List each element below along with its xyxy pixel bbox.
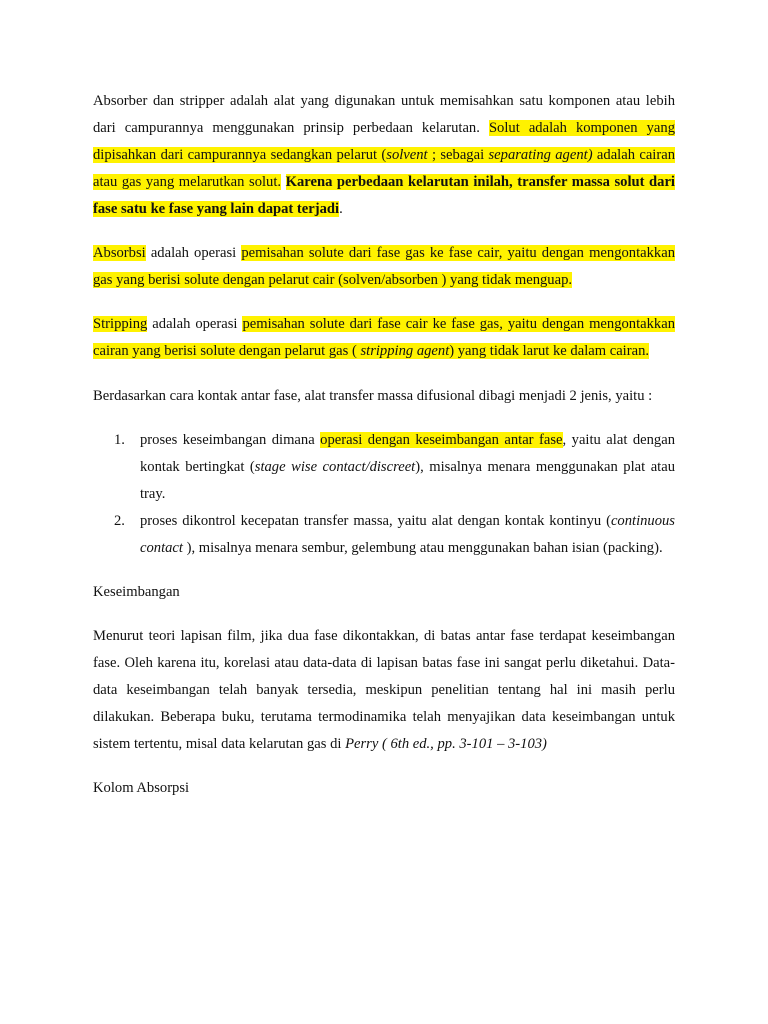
item1-text-3: ), misalnya menara menggunakan plat atau tray. xyxy=(140,459,675,502)
stripping-connector: adalah operasi xyxy=(147,316,243,332)
list-number: 2. xyxy=(114,513,125,529)
paragraph-classification: Berdasarkan cara kontak antar fase, alat transfer massa difusional dibagi menjadi 2 jenis, yaitu : xyxy=(93,388,653,404)
stripping-def-text-2: ) yang tidak larut ke dalam cairan. xyxy=(449,343,650,359)
absorbsi-definition: pemisahan solute dari fase gas ke fase cair, yaitu dengan mengontakkan gas yang berisi solute dengan pelarut cair (solven/absorben ) yang tidak menguap. xyxy=(93,245,675,288)
heading-kolom-absorpsi: Kolom Absorpsi xyxy=(93,780,190,796)
term-stripping: Stripping xyxy=(93,316,148,332)
item1-text-2: , yaitu alat dengan kontak bertingkat ( xyxy=(140,432,675,475)
item2-text-2: ), misalnya menara sembur, gelembung atau menggunakan bahan isian (packing). xyxy=(182,540,663,556)
solvent-term: solvent xyxy=(386,147,428,163)
item1-highlight: operasi dengan keseimbangan antar fase xyxy=(320,432,563,448)
solut-def-text-3: adalah cairan atau gas yang melarutkan solut. xyxy=(93,147,675,190)
stripping-agent-term: stripping agent xyxy=(360,343,450,359)
solut-def-text: Solut adalah komponen yang dipisahkan dari campurannya sedangkan pelarut ( xyxy=(93,120,675,163)
item2-text: proses dikontrol kecepatan transfer massa, yaitu alat dengan kontak kontinyu ( xyxy=(140,513,611,529)
paragraph-keseimbangan xyxy=(93,623,675,758)
item1-text: proses keseimbangan dimana xyxy=(140,432,321,448)
paragraph-absorbsi xyxy=(93,240,675,294)
stage-wise-term: stage wise contact/discreet xyxy=(254,459,416,475)
perry-reference: Perry ( 6th ed., pp. 3-101 – 3-103) xyxy=(345,736,547,752)
stripping-def-text: pemisahan solute dari fase cair ke fase gas, yaitu dengan mengontakkan cairan yang berisi solute dengan pelarut gas ( xyxy=(93,316,675,359)
term-absorbsi: Absorbsi xyxy=(93,245,146,261)
document-page xyxy=(93,88,675,802)
keseimbangan-text: Menurut teori lapisan film, jika dua fase dikontakkan, di batas antar fase terdapat keseimbangan fase. Oleh karena itu, korelasi atau data-data di lapisan batas fase ini sangat perlu diketahui. Data-data keseimbangan telah banyak tersedia, meskipun penelitian tentang hal ini masih perlu dilakukan. Beberapa buku, terutama termodinamika telah menyajikan data keseimbangan untuk sistem tertentu, misal data kelarutan gas di xyxy=(93,628,675,752)
list-item xyxy=(93,508,675,562)
continuous-contact-term: continuous contact xyxy=(140,513,675,556)
absorbsi-connector: adalah operasi xyxy=(145,245,242,261)
paragraph-stripping xyxy=(93,311,675,365)
list-item xyxy=(93,427,675,508)
paragraph-intro xyxy=(93,88,675,223)
heading-keseimbangan: Keseimbangan xyxy=(93,584,180,600)
solut-def-text-2: ; sebagai xyxy=(427,147,489,163)
intro-sentence-1: Absorber dan stripper adalah alat yang digunakan untuk memisahkan satu komponen atau lebih dari campurannya menggunakan prinsip perbedaan kelarutan. xyxy=(93,93,675,136)
list-number: 1. xyxy=(114,432,125,448)
highlight-bold-conclusion: Karena perbedaan kelarutan inilah, transfer massa solut dari fase satu ke fase yang lain dapat terjadi xyxy=(93,174,675,217)
period: . xyxy=(339,201,343,217)
separating-agent-term: separating agent) xyxy=(488,147,593,163)
numbered-list xyxy=(93,427,675,562)
